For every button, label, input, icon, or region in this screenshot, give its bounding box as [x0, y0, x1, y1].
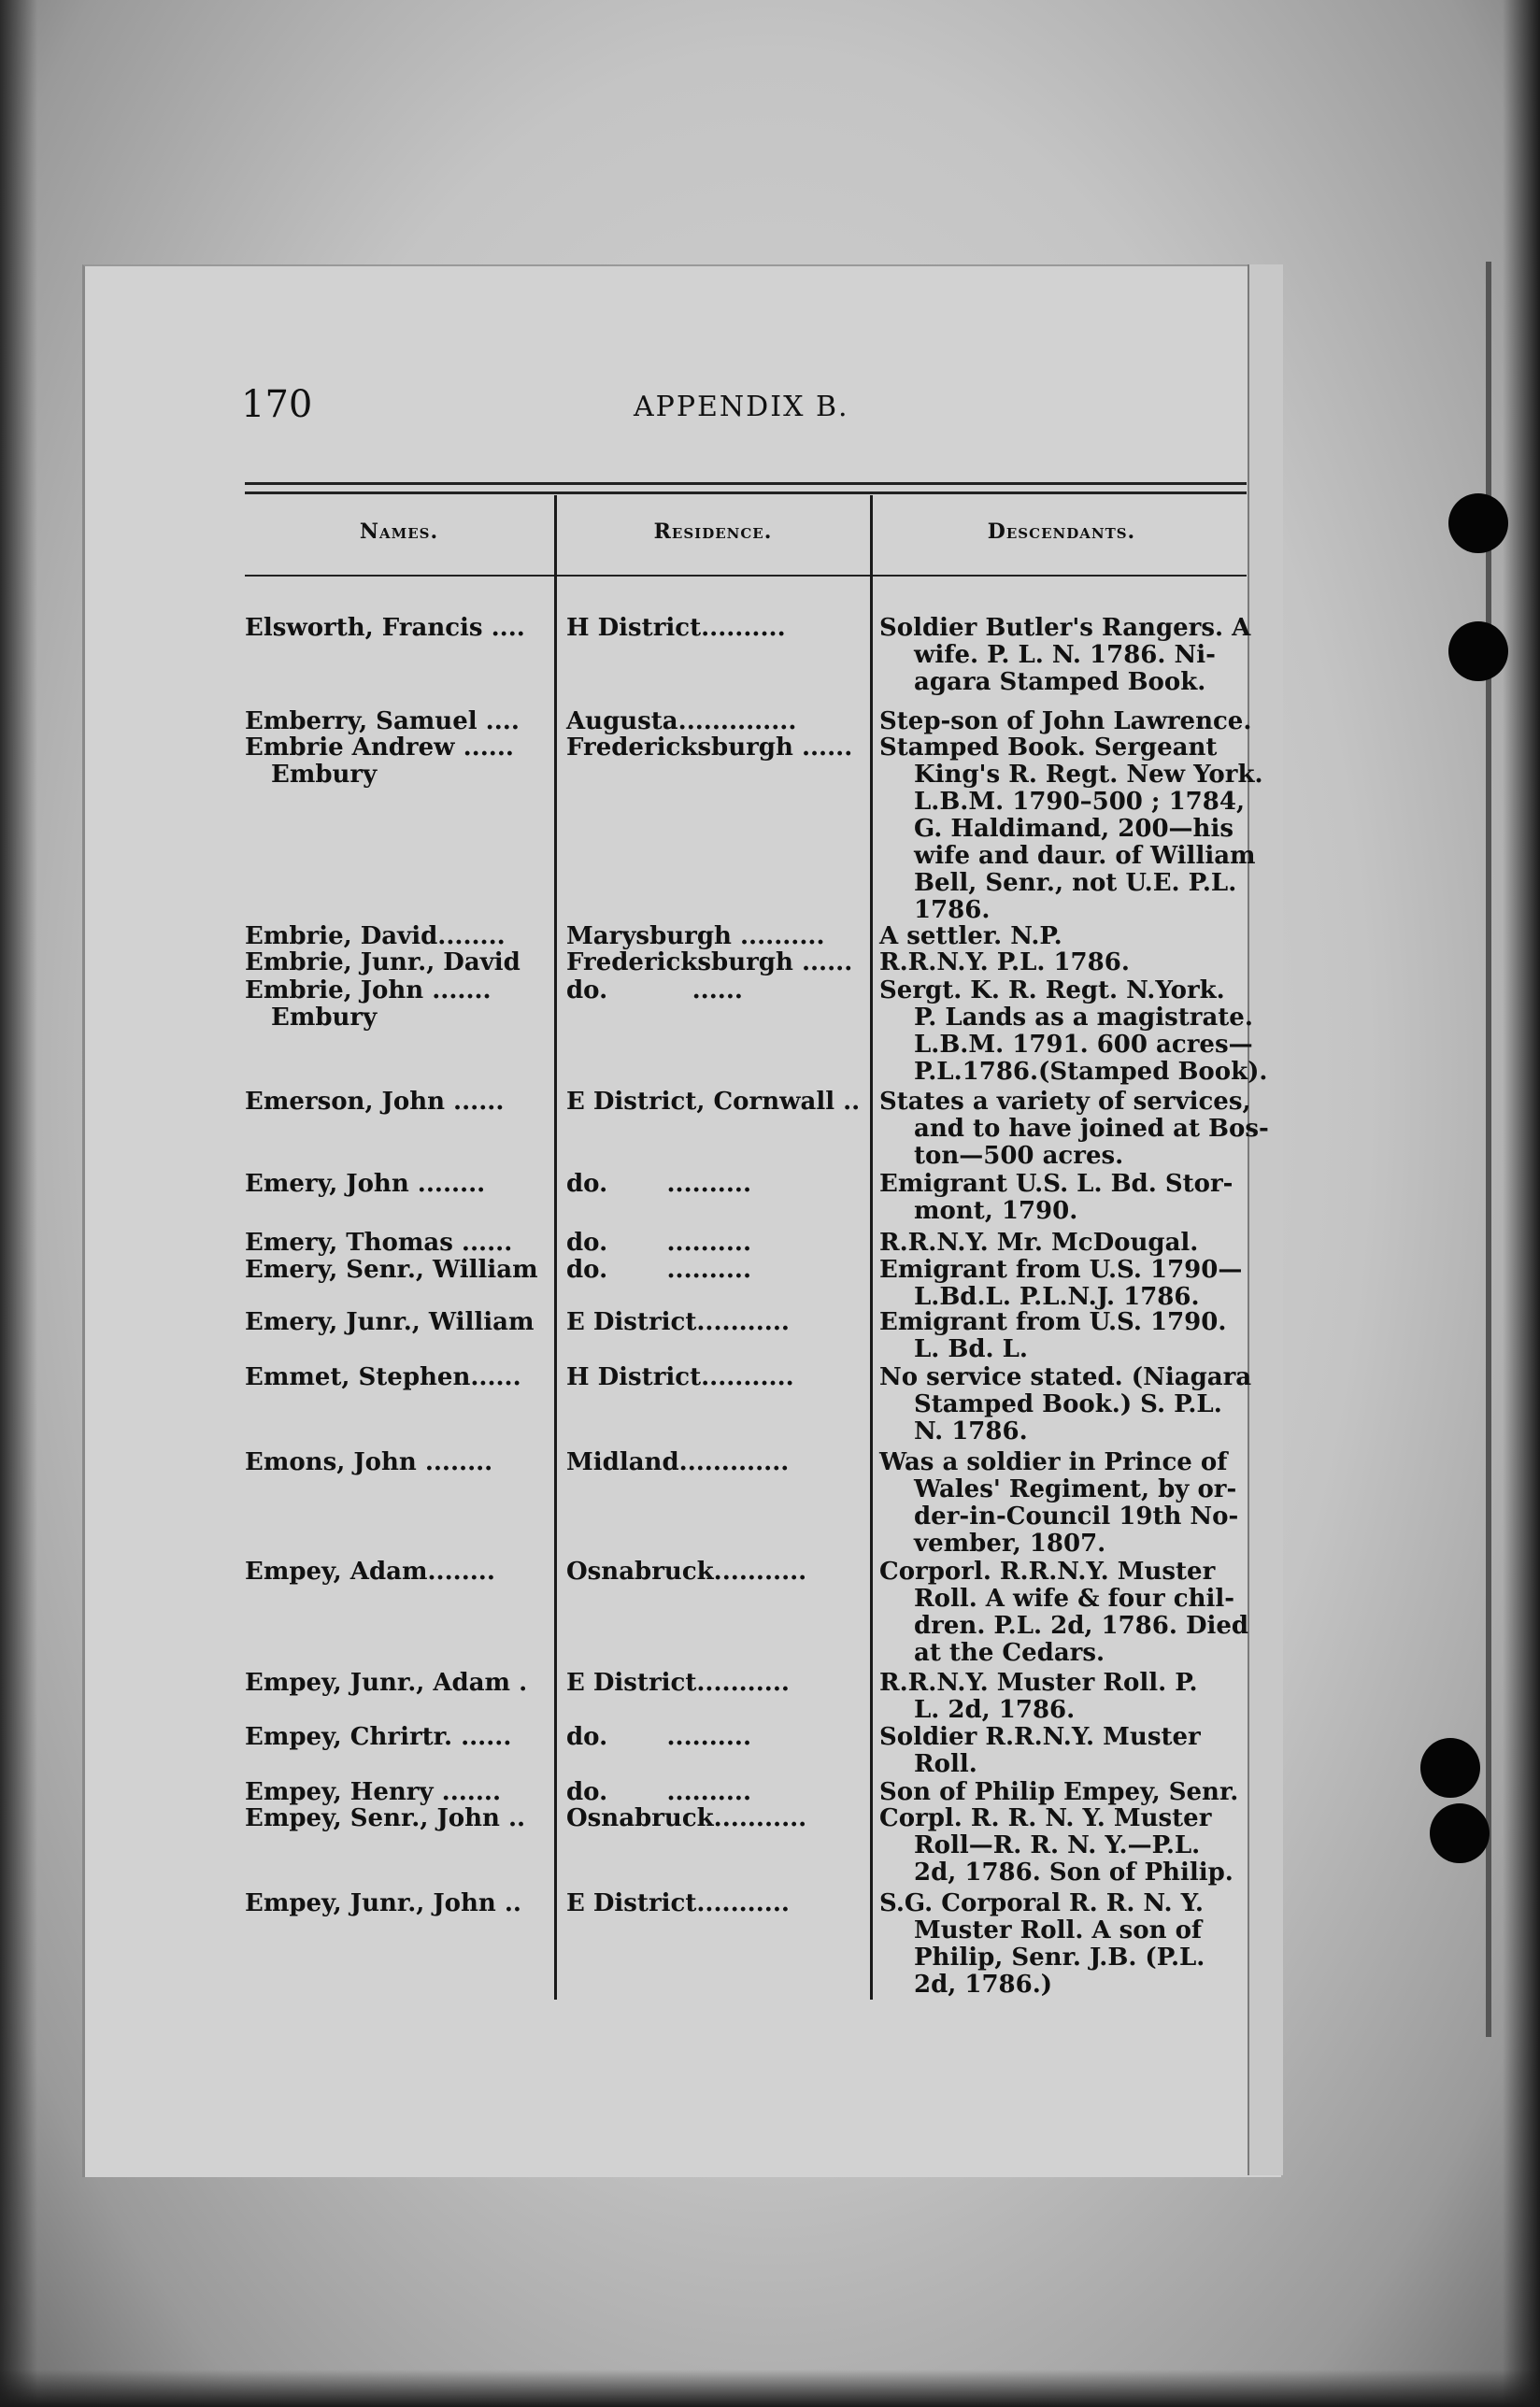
- descendants-cell: 2d, 1786. Son of Philip.: [914, 1859, 1233, 1887]
- descendants-cell: R.R.N.Y. P.L. 1786.: [879, 948, 1130, 976]
- descendants-cell: P. Lands as a magistrate.: [914, 1004, 1253, 1032]
- residence-cell: Fredericksburgh ......: [566, 733, 853, 762]
- residence-cell: Osnabruck...........: [566, 1558, 807, 1586]
- descendants-cell: Bell, Senr., not U.E. P.L.: [914, 869, 1237, 897]
- descendants-cell: wife. P. L. N. 1786. Ni-: [914, 641, 1216, 669]
- descendants-cell: States a variety of services,: [879, 1088, 1251, 1116]
- residence-cell: Fredericksburgh ......: [566, 948, 853, 976]
- descendants-cell: 2d, 1786.): [914, 1971, 1053, 1999]
- descendants-cell: wife and daur. of William: [914, 842, 1256, 870]
- residence-cell: E District...........: [566, 1889, 790, 1917]
- page-title: APPENDIX B.: [634, 391, 849, 423]
- residence-cell: do. ..........: [566, 1723, 751, 1751]
- scan-shadow-bottom: [0, 2370, 1540, 2407]
- descendants-cell: Was a soldier in Prince of: [879, 1448, 1228, 1476]
- residence-cell: Osnabruck...........: [566, 1804, 807, 1832]
- name-cell: Empey, Adam........: [245, 1558, 495, 1586]
- header-rule: [245, 491, 1247, 494]
- residence-cell: Marysburgh ..........: [566, 922, 825, 950]
- residence-cell: do. ..........: [566, 1256, 751, 1284]
- name-cell: Embrie, David........: [245, 922, 506, 950]
- descendants-cell: Emigrant from U.S. 1790—: [879, 1256, 1243, 1284]
- punch-hole: [1420, 1738, 1480, 1798]
- descendants-cell: Son of Philip Empey, Senr.: [879, 1778, 1239, 1806]
- descendants-cell: ton—500 acres.: [914, 1142, 1124, 1170]
- descendants-cell: 1786.: [914, 896, 991, 924]
- page-edge: [1248, 264, 1283, 2175]
- descendants-cell: Emigrant U.S. L. Bd. Stor-: [879, 1170, 1233, 1198]
- page-number: 170: [241, 383, 313, 426]
- descendants-cell: Muster Roll. A son of: [914, 1916, 1203, 1944]
- residence-cell: Augusta..............: [566, 707, 797, 735]
- name-cell: Emery, Junr., William: [245, 1308, 535, 1336]
- descendants-cell: Step-son of John Lawrence.: [879, 707, 1252, 735]
- residence-cell: do. ......: [566, 976, 743, 1004]
- header-rule: [245, 482, 1247, 485]
- descendants-cell: R.R.N.Y. Mr. McDougal.: [879, 1229, 1199, 1257]
- name-cell: Emery, John ........: [245, 1170, 486, 1198]
- descendants-cell: Corporl. R.R.N.Y. Muster: [879, 1558, 1216, 1586]
- column-divider: [554, 495, 557, 2000]
- name-cell: Embrie, Junr., David: [245, 948, 520, 976]
- punch-hole: [1448, 493, 1508, 553]
- residence-cell: H District...........: [566, 1363, 794, 1391]
- descendants-cell: Sergt. K. R. Regt. N.York.: [879, 976, 1225, 1004]
- name-cell: Emery, Senr., William: [245, 1256, 538, 1284]
- descendants-cell: Emigrant from U.S. 1790.: [879, 1308, 1227, 1336]
- residence-cell: do. ..........: [566, 1778, 751, 1806]
- descendants-cell: Corpl. R. R. N. Y. Muster: [879, 1804, 1212, 1832]
- column-divider: [870, 495, 873, 2000]
- descendants-cell: dren. P.L. 2d, 1786. Died: [914, 1612, 1249, 1640]
- descendants-cell: Stamped Book. Sergeant: [879, 733, 1218, 762]
- descendants-cell: R.R.N.Y. Muster Roll. P.: [879, 1669, 1198, 1697]
- name-cell: Empey, Senr., John ..: [245, 1804, 526, 1832]
- descendants-cell: N. 1786.: [914, 1417, 1028, 1446]
- descendants-cell: No service stated. (Niagara: [879, 1363, 1252, 1391]
- name-cell: Emerson, John ......: [245, 1088, 505, 1116]
- descendants-cell: agara Stamped Book.: [914, 668, 1206, 696]
- name-cell: Emery, Thomas ......: [245, 1229, 513, 1257]
- descendants-cell: G. Haldimand, 200—his: [914, 815, 1233, 843]
- residence-cell: E District, Cornwall ..: [566, 1088, 861, 1116]
- name-cell: Empey, Henry .......: [245, 1778, 502, 1806]
- column-header-rule: [245, 575, 1247, 577]
- name-cell: Emons, John ........: [245, 1448, 493, 1476]
- descendants-cell: and to have joined at Bos-: [914, 1115, 1269, 1143]
- descendants-cell: Roll—R. R. N. Y.—P.L.: [914, 1831, 1201, 1859]
- name-cell: Emmet, Stephen......: [245, 1363, 521, 1391]
- name-cell: Embrie, John .......: [245, 976, 492, 1004]
- residence-cell: H District..........: [566, 614, 786, 642]
- descendants-cell: King's R. Regt. New York.: [914, 761, 1263, 789]
- descendants-cell: Wales' Regiment, by or-: [914, 1475, 1237, 1503]
- descendants-cell: Roll.: [914, 1750, 977, 1778]
- descendants-cell: at the Cedars.: [914, 1639, 1105, 1667]
- descendants-cell: S.G. Corporal R. R. N. Y.: [879, 1889, 1204, 1917]
- punch-hole: [1448, 621, 1508, 681]
- residence-cell: do. ..........: [566, 1170, 751, 1198]
- descendants-cell: Stamped Book.) S. P.L.: [914, 1390, 1222, 1418]
- descendants-cell: L. 2d, 1786.: [914, 1696, 1076, 1724]
- descendants-cell: mont, 1790.: [914, 1197, 1078, 1225]
- residence-cell: Midland.............: [566, 1448, 790, 1476]
- scan-shadow-right: [1503, 0, 1540, 2407]
- descendants-cell: A settler. N.P.: [879, 922, 1062, 950]
- name-cell: Empey, Junr., Adam .: [245, 1669, 528, 1697]
- descendants-cell: L. Bd. L.: [914, 1335, 1028, 1363]
- column-header-descendants: Descendants.: [987, 520, 1136, 544]
- name-alias-cell: Embury: [271, 761, 378, 789]
- name-cell: Elsworth, Francis ....: [245, 614, 525, 642]
- name-alias-cell: Embury: [271, 1004, 378, 1032]
- descendants-cell: Philip, Senr. J.B. (P.L.: [914, 1944, 1205, 1972]
- column-header-names: Names.: [359, 520, 439, 544]
- name-cell: Emberry, Samuel ....: [245, 707, 520, 735]
- descendants-cell: L.Bd.L. P.L.N.J. 1786.: [914, 1283, 1200, 1311]
- page-header: [241, 383, 1250, 439]
- descendants-cell: P.L.1786.(Stamped Book).: [914, 1058, 1268, 1086]
- name-cell: Empey, Chrirtr. ......: [245, 1723, 512, 1751]
- residence-cell: do. ..........: [566, 1229, 751, 1257]
- descendants-cell: der-in-Council 19th No-: [914, 1503, 1239, 1531]
- descendants-cell: L.B.M. 1791. 600 acres—: [914, 1031, 1253, 1059]
- descendants-cell: L.B.M. 1790–500 ; 1784,: [914, 788, 1245, 816]
- descendants-cell: Roll. A wife & four chil-: [914, 1585, 1235, 1613]
- descendants-cell: Soldier Butler's Rangers. A: [879, 614, 1251, 642]
- residence-cell: E District...........: [566, 1669, 790, 1697]
- punch-hole: [1430, 1803, 1490, 1863]
- descendants-cell: vember, 1807.: [914, 1530, 1106, 1558]
- residence-cell: E District...........: [566, 1308, 790, 1336]
- scan-shadow-left: [0, 0, 37, 2407]
- name-cell: Embrie Andrew ......: [245, 733, 514, 762]
- name-cell: Empey, Junr., John ..: [245, 1889, 521, 1917]
- descendants-cell: Soldier R.R.N.Y. Muster: [879, 1723, 1201, 1751]
- column-header-residence: Residence.: [653, 520, 773, 544]
